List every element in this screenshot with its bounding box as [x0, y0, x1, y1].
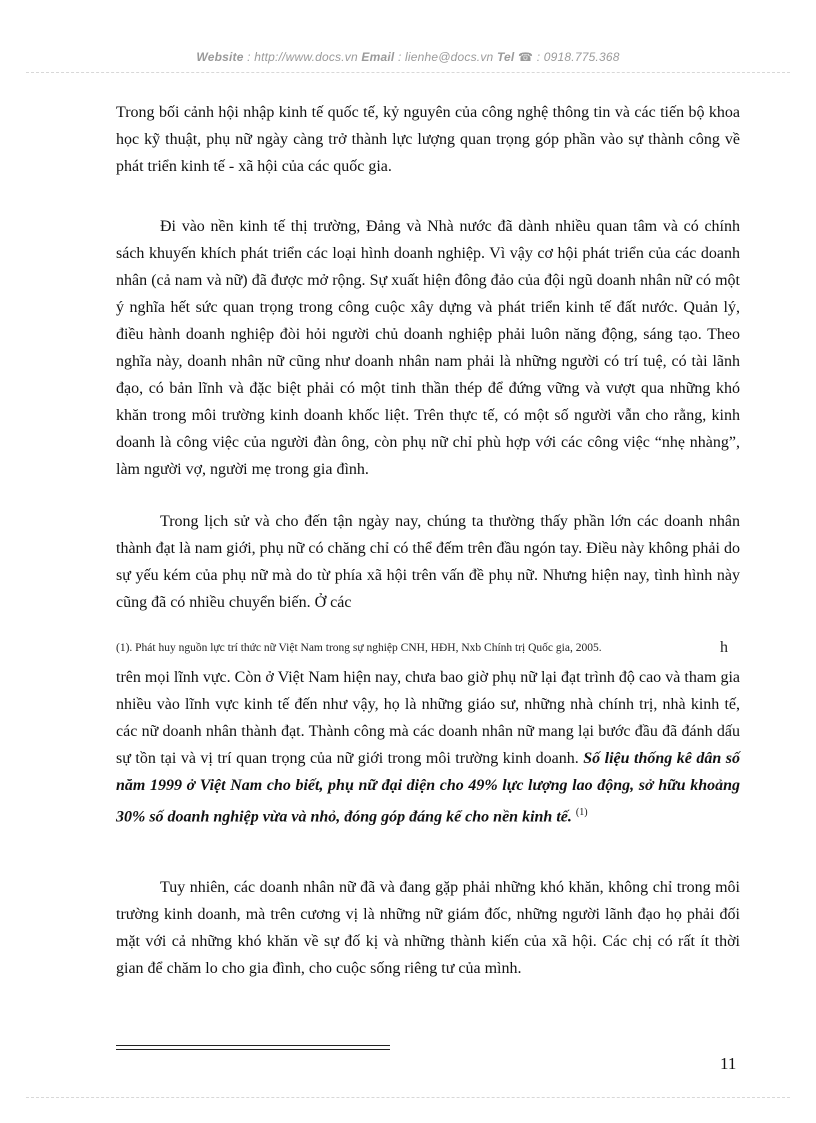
phone-icon: ☎ — [518, 50, 534, 64]
email-address[interactable]: : lienhe@docs.vn — [397, 50, 494, 64]
footer-divider — [26, 1097, 790, 1098]
footnote-rule-bottom — [116, 1049, 390, 1050]
page-number: 11 — [720, 1054, 737, 1073]
footnote-reference[interactable]: (1) — [575, 807, 588, 818]
phone-number: : 0918.775.368 — [536, 50, 620, 64]
paragraph-2: Đi vào nền kinh tế thị trường, Đảng và Nhà nước đã dành nhiều quan tâm và có chính sách khuyến khích phát triển các loại hình doanh nghiệp. Vì vậy cơ hội phát triển của các doanh nhân (cả nam và nữ) đã được mở rộng. Sự xuất hiện đông đảo của đội ngũ doanh nhân nữ có một ý nghĩa hết sức quan trọng trong công cuộc xây dựng và phát triển kinh tế đất nước. Quản lý, điều hành doanh nghiệp đòi hỏi người chủ doanh nghiệp phải luôn năng động, sáng tạo. Theo nghĩa này, doanh nhân nữ cũng như doanh nhân nam phải là những người có trí tuệ, có tài lãnh đạo, có bản lĩnh và đặc biệt phải có một tinh thần thép để đứng vững và vượt qua những khó khăn trong môi trường kinh doanh khốc liệt. Trên thực tế, có một số người vẫn cho rằng, kinh doanh là công việc của người đàn ông, còn phụ nữ chỉ phù hợp với các công việc “nhẹ nhàng”, làm người vợ, người mẹ trong gia đình. — [116, 218, 740, 478]
email-label: Email — [361, 50, 395, 64]
paragraph-3-start: Trong lịch sử và cho đến tận ngày nay, chúng ta thường thấy phần lớn các doanh nhân thành đạt là nam giới, phụ nữ có chăng chỉ có thể đếm trên đầu ngón tay. Điều này không phải do sự yếu kém của phụ nữ mà do từ phía xã hội trên vấn đề phụ nữ. Nhưng hiện nay, tình hình này cũng đã có nhiều chuyển biến. Ở các — [116, 513, 740, 611]
statistics-highlight: Số liệu thống kê dân số năm 1999 ở Việt Nam cho biết, phụ nữ đại diện cho 49% lực lượng lao động, sở hữu khoảng 30% số doanh nghiệp vừa và nhỏ, đóng góp đáng kể cho nền kinh tế. — [116, 750, 741, 826]
footnote-overflow-char: h — [720, 639, 728, 656]
footnote-overlay — [116, 636, 766, 660]
page-header — [0, 50, 816, 64]
website-url[interactable]: : http://www.docs.vn — [247, 50, 358, 64]
footnote-text: (1). Phát huy nguồn lực trí thức nữ Việt Nam trong sự nghiệp CNH, HĐH, Nxb Chính trị Quốc gia, 2005. — [116, 642, 602, 654]
website-label: Website — [196, 50, 244, 64]
paragraph-3-text: trên mọi lĩnh vực. Còn ở Việt Nam hiện nay, chưa bao giờ phụ nữ lại đạt trình độ cao và tham gia nhiều vào lĩnh vực kinh tế đến như vậy, họ là những giáo sư, những nhà chính trị, nhà kinh tế, các nữ doanh nhân thành đạt. Thành công mà các doanh nhân nữ mang lại bước đầu đã đánh dấu sự tồn tại và vị trí quan trọng của nữ giới trong môi trường kinh doanh. — [116, 669, 740, 767]
tel-label: Tel — [496, 50, 515, 64]
header-divider — [26, 72, 790, 73]
paragraph-3-continued — [116, 664, 740, 830]
paragraph-4: Tuy nhiên, các doanh nhân nữ đã và đang gặp phải những khó khăn, không chỉ trong môi trường kinh doanh, mà trên cương vị là những nữ giám đốc, những người lãnh đạo họ phải đối mặt với cả những khó khăn về sự đố kị và những thành kiến của xã hội. Các chị có rất ít thời gian để chăm lo cho gia đình, cho cuộc sống riêng tư của mình. — [116, 879, 740, 977]
paragraph-1: Trong bối cảnh hội nhập kinh tế quốc tế, kỷ nguyên của công nghệ thông tin và các tiến bộ khoa học kỹ thuật, phụ nữ ngày càng trở thành lực lượng quan trọng góp phần vào sự thành công về phát triển kinh tế - xã hội của các quốc gia. — [116, 104, 740, 175]
footnote-rule-top — [116, 1045, 390, 1046]
